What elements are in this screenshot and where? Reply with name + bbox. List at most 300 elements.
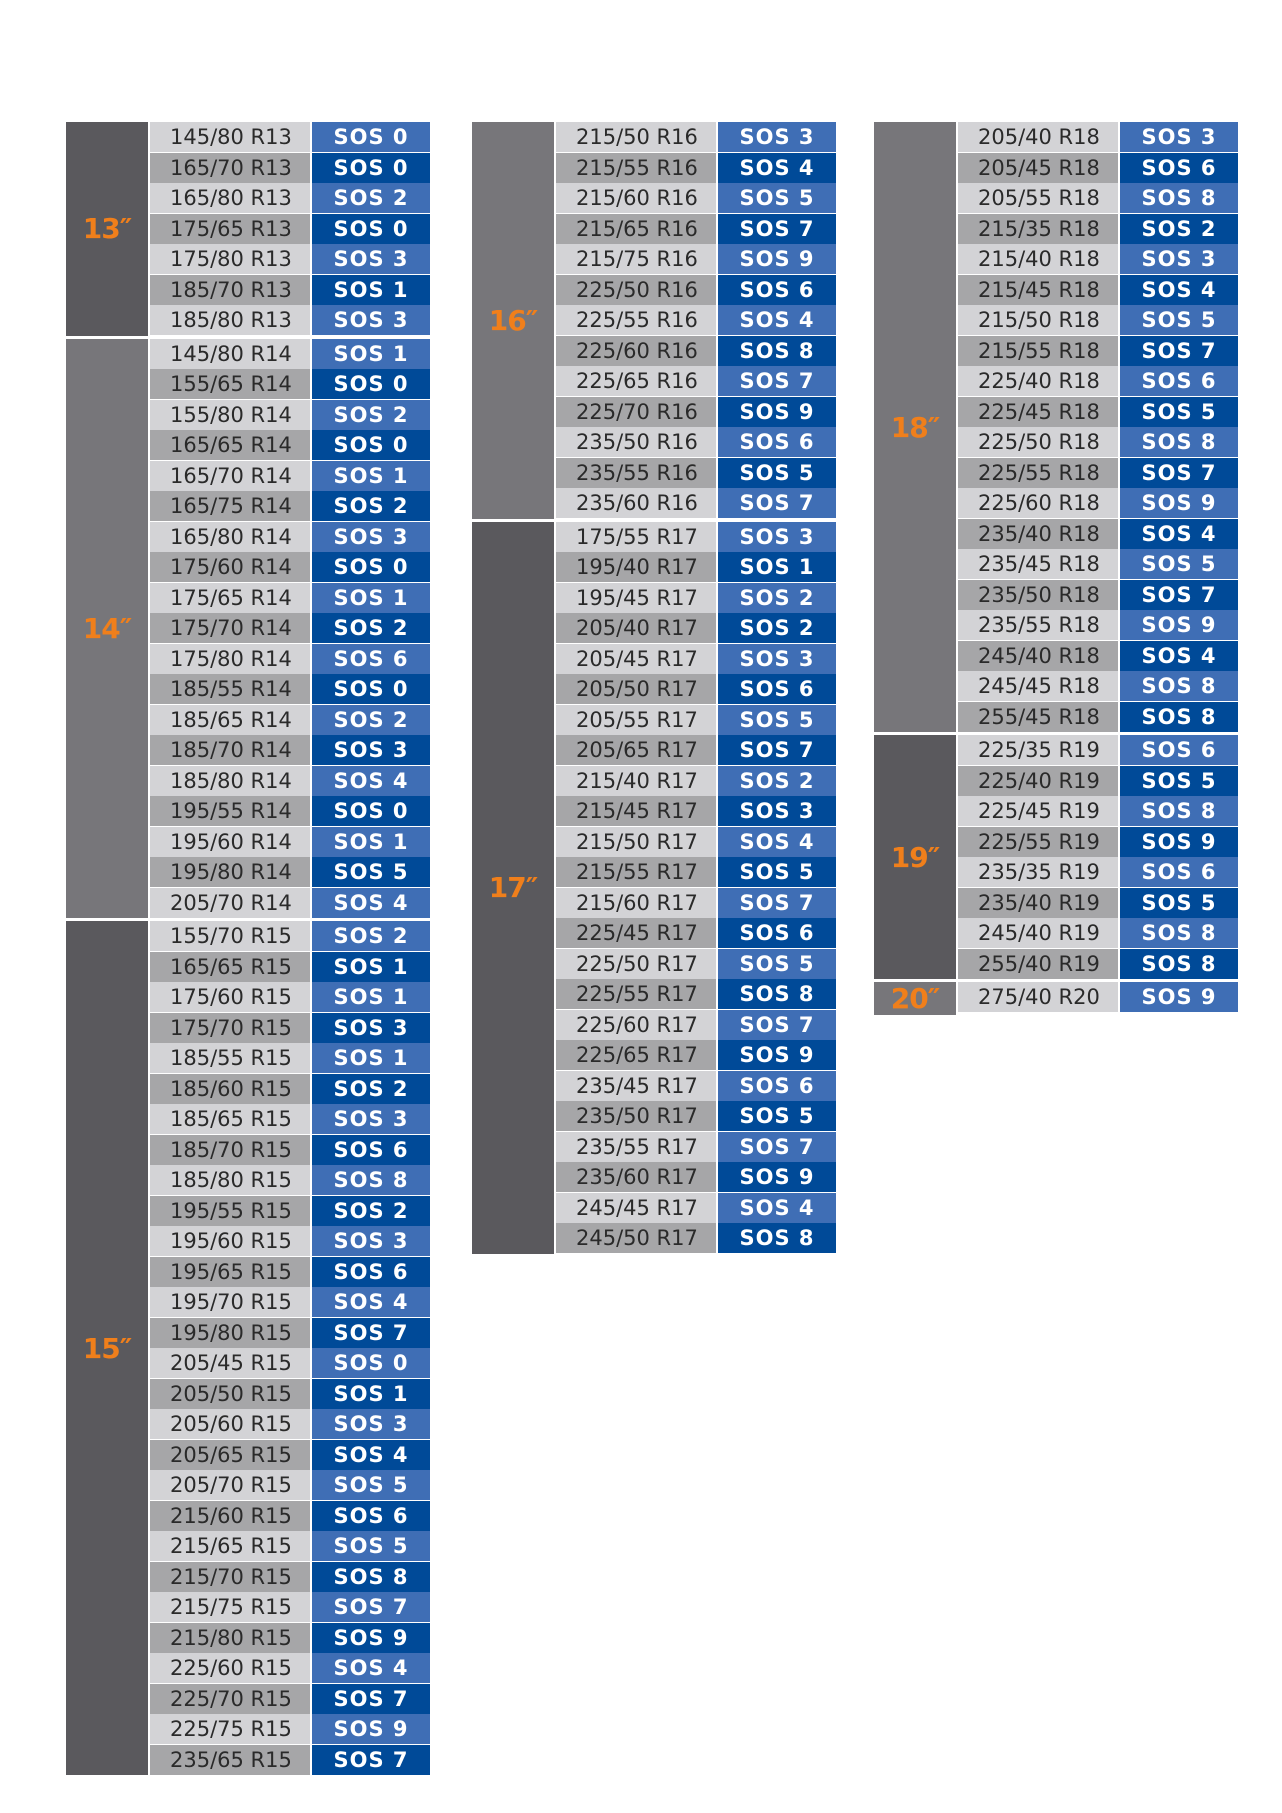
table-row xyxy=(150,1592,430,1622)
tire-size-cell: 195/80 R14 xyxy=(150,857,310,887)
table-row xyxy=(958,427,1238,457)
table-row xyxy=(150,552,430,582)
table-row xyxy=(958,827,1238,857)
sos-model-cell: SOS 8 xyxy=(312,1165,430,1195)
tire-size-cell: 185/55 R14 xyxy=(150,674,310,704)
sos-model-cell: SOS 0 xyxy=(312,153,430,183)
table-row xyxy=(150,522,430,552)
sos-model-cell: SOS 0 xyxy=(312,796,430,826)
sos-model-cell: SOS 4 xyxy=(718,305,836,335)
tire-size-cell: 185/70 R15 xyxy=(150,1135,310,1165)
table-row xyxy=(958,982,1238,1012)
table-row xyxy=(958,244,1238,274)
tire-size-cell: 225/55 R18 xyxy=(958,458,1118,488)
table-row xyxy=(150,214,430,244)
sos-model-cell: SOS 5 xyxy=(1120,305,1238,335)
sos-model-cell: SOS 8 xyxy=(718,1223,836,1253)
table-row xyxy=(958,305,1238,335)
table-row xyxy=(556,214,836,244)
table-row xyxy=(556,275,836,305)
sos-model-cell: SOS 0 xyxy=(312,674,430,704)
tire-size-cell: 215/65 R16 xyxy=(556,214,716,244)
table-row xyxy=(958,366,1238,396)
tire-size-cell: 205/65 R15 xyxy=(150,1440,310,1470)
table-row xyxy=(958,610,1238,640)
table-row xyxy=(150,153,430,183)
table-row xyxy=(556,336,836,366)
sos-model-cell: SOS 7 xyxy=(718,366,836,396)
sos-model-cell: SOS 4 xyxy=(312,1653,430,1683)
tire-size-cell: 215/35 R18 xyxy=(958,214,1118,244)
table-row xyxy=(556,644,836,674)
table-row xyxy=(556,1193,836,1223)
table-row xyxy=(150,1013,430,1043)
tire-size-cell: 225/70 R15 xyxy=(150,1684,310,1714)
table-row xyxy=(150,1684,430,1714)
table-row xyxy=(958,702,1238,732)
tire-size-cell: 185/70 R13 xyxy=(150,275,310,305)
tire-size-cell: 165/70 R13 xyxy=(150,153,310,183)
rim-group xyxy=(472,522,836,1254)
sos-model-cell: SOS 3 xyxy=(718,122,836,152)
sos-model-cell: SOS 9 xyxy=(312,1623,430,1653)
rim-group xyxy=(66,921,430,1775)
sos-model-cell: SOS 7 xyxy=(312,1684,430,1714)
sos-model-cell: SOS 8 xyxy=(1120,427,1238,457)
tire-size-cell: 215/50 R17 xyxy=(556,827,716,857)
tire-size-cell: 205/40 R18 xyxy=(958,122,1118,152)
sos-model-cell: SOS 6 xyxy=(312,1135,430,1165)
table-row xyxy=(150,430,430,460)
table-row xyxy=(556,1132,836,1162)
tire-size-cell: 225/45 R17 xyxy=(556,918,716,948)
sos-model-cell: SOS 4 xyxy=(718,827,836,857)
table-row xyxy=(556,183,836,213)
table-row xyxy=(150,1104,430,1134)
table-row xyxy=(556,674,836,704)
sos-model-cell: SOS 2 xyxy=(1120,214,1238,244)
tire-size-cell: 215/75 R15 xyxy=(150,1592,310,1622)
table-row xyxy=(150,244,430,274)
sos-model-cell: SOS 9 xyxy=(1120,488,1238,518)
table-row xyxy=(556,122,836,152)
sos-model-cell: SOS 1 xyxy=(312,275,430,305)
rim-size-label: 15″ xyxy=(66,921,148,1775)
tire-size-cell: 195/40 R17 xyxy=(556,552,716,582)
tire-size-cell: 225/45 R19 xyxy=(958,796,1118,826)
tire-size-cell: 185/70 R14 xyxy=(150,735,310,765)
tire-size-cell: 175/55 R17 xyxy=(556,522,716,552)
table-row xyxy=(150,183,430,213)
rim-size-label: 14″ xyxy=(66,339,148,919)
table-row xyxy=(556,613,836,643)
tire-size-cell: 165/70 R14 xyxy=(150,461,310,491)
tire-size-cell: 165/65 R15 xyxy=(150,952,310,982)
sos-model-cell: SOS 0 xyxy=(312,1348,430,1378)
rim-group xyxy=(472,122,836,519)
tire-size-cell: 195/60 R15 xyxy=(150,1226,310,1256)
sos-model-cell: SOS 5 xyxy=(718,705,836,735)
tire-size-cell: 185/80 R15 xyxy=(150,1165,310,1195)
table-row xyxy=(958,488,1238,518)
table-row xyxy=(150,766,430,796)
sos-model-cell: SOS 2 xyxy=(312,705,430,735)
table-row xyxy=(150,1257,430,1287)
sos-model-cell: SOS 4 xyxy=(1120,519,1238,549)
tire-size-cell: 235/35 R19 xyxy=(958,857,1118,887)
table-row xyxy=(150,888,430,918)
tire-size-cell: 225/60 R16 xyxy=(556,336,716,366)
sos-model-cell: SOS 0 xyxy=(312,214,430,244)
sos-model-cell: SOS 2 xyxy=(312,921,430,951)
table-row xyxy=(556,1071,836,1101)
sos-model-cell: SOS 5 xyxy=(718,458,836,488)
sos-model-cell: SOS 4 xyxy=(1120,275,1238,305)
sos-model-cell: SOS 5 xyxy=(312,1531,430,1561)
table-row xyxy=(958,214,1238,244)
sos-model-cell: SOS 1 xyxy=(312,339,430,369)
sos-model-cell: SOS 1 xyxy=(312,1379,430,1409)
tire-size-cell: 235/55 R16 xyxy=(556,458,716,488)
tire-size-cell: 235/40 R18 xyxy=(958,519,1118,549)
tire-size-cell: 195/45 R17 xyxy=(556,583,716,613)
table-row xyxy=(556,305,836,335)
sos-model-cell: SOS 9 xyxy=(718,244,836,274)
table-row xyxy=(556,153,836,183)
sos-model-cell: SOS 8 xyxy=(1120,183,1238,213)
table-row xyxy=(958,888,1238,918)
tire-size-cell: 235/60 R17 xyxy=(556,1162,716,1192)
table-row xyxy=(150,369,430,399)
rim-size-label: 18″ xyxy=(874,122,956,732)
tire-size-cell: 195/65 R15 xyxy=(150,1257,310,1287)
sos-model-cell: SOS 5 xyxy=(1120,397,1238,427)
rim-group-rows xyxy=(150,122,430,336)
tire-size-cell: 205/45 R17 xyxy=(556,644,716,674)
table-row xyxy=(150,1379,430,1409)
table-row xyxy=(150,1714,430,1744)
sos-model-cell: SOS 7 xyxy=(718,214,836,244)
sos-model-cell: SOS 3 xyxy=(312,305,430,335)
sos-model-cell: SOS 7 xyxy=(718,1132,836,1162)
table-row xyxy=(150,1074,430,1104)
sos-model-cell: SOS 3 xyxy=(718,644,836,674)
tire-size-cell: 255/45 R18 xyxy=(958,702,1118,732)
tire-size-cell: 235/40 R19 xyxy=(958,888,1118,918)
table-row xyxy=(556,705,836,735)
table-row xyxy=(556,488,836,518)
table-row xyxy=(958,183,1238,213)
tire-size-cell: 205/55 R18 xyxy=(958,183,1118,213)
sos-model-cell: SOS 8 xyxy=(1120,671,1238,701)
tire-size-cell: 215/45 R17 xyxy=(556,796,716,826)
tire-size-cell: 225/55 R16 xyxy=(556,305,716,335)
sos-model-cell: SOS 6 xyxy=(718,674,836,704)
tire-size-cell: 205/50 R17 xyxy=(556,674,716,704)
table-row xyxy=(150,827,430,857)
tire-size-cell: 235/55 R17 xyxy=(556,1132,716,1162)
table-row xyxy=(150,1440,430,1470)
tire-size-cell: 175/60 R14 xyxy=(150,552,310,582)
sos-model-cell: SOS 9 xyxy=(1120,610,1238,640)
tire-size-cell: 225/55 R19 xyxy=(958,827,1118,857)
sos-model-cell: SOS 6 xyxy=(718,918,836,948)
tire-size-cell: 245/40 R19 xyxy=(958,918,1118,948)
tire-size-cell: 225/65 R16 xyxy=(556,366,716,396)
tire-size-cell: 155/65 R14 xyxy=(150,369,310,399)
tire-size-cell: 235/45 R17 xyxy=(556,1071,716,1101)
table-row xyxy=(958,336,1238,366)
table-row xyxy=(556,552,836,582)
table-row xyxy=(556,458,836,488)
table-row xyxy=(556,918,836,948)
table-row xyxy=(150,1623,430,1653)
tire-size-cell: 195/70 R15 xyxy=(150,1287,310,1317)
table-row xyxy=(556,979,836,1009)
sos-model-cell: SOS 8 xyxy=(1120,702,1238,732)
sos-model-cell: SOS 7 xyxy=(718,888,836,918)
rim-group-rows xyxy=(958,735,1238,979)
rim-group-rows xyxy=(556,122,836,519)
table-row xyxy=(150,491,430,521)
sos-model-cell: SOS 4 xyxy=(718,153,836,183)
sos-model-cell: SOS 5 xyxy=(718,183,836,213)
tire-size-cell: 215/60 R17 xyxy=(556,888,716,918)
tire-size-cell: 165/80 R13 xyxy=(150,183,310,213)
table-row xyxy=(150,674,430,704)
table-row xyxy=(556,827,836,857)
sos-model-cell: SOS 7 xyxy=(1120,458,1238,488)
sos-model-cell: SOS 3 xyxy=(312,735,430,765)
table-row xyxy=(150,1409,430,1439)
sos-model-cell: SOS 7 xyxy=(312,1745,430,1775)
sos-model-cell: SOS 8 xyxy=(718,336,836,366)
tire-size-cell: 225/35 R19 xyxy=(958,735,1118,765)
sos-model-cell: SOS 3 xyxy=(312,1013,430,1043)
tire-size-cell: 235/65 R15 xyxy=(150,1745,310,1775)
tire-size-cell: 215/80 R15 xyxy=(150,1623,310,1653)
column-1 xyxy=(66,122,430,1775)
table-row xyxy=(150,1135,430,1165)
tire-size-cell: 215/55 R16 xyxy=(556,153,716,183)
tire-size-cell: 205/45 R15 xyxy=(150,1348,310,1378)
tire-size-cell: 175/70 R15 xyxy=(150,1013,310,1043)
table-row xyxy=(556,583,836,613)
table-row xyxy=(958,549,1238,579)
sos-model-cell: SOS 9 xyxy=(718,1162,836,1192)
tire-size-cell: 215/45 R18 xyxy=(958,275,1118,305)
sos-model-cell: SOS 2 xyxy=(312,1196,430,1226)
tire-size-cell: 195/60 R14 xyxy=(150,827,310,857)
sos-model-cell: SOS 3 xyxy=(312,522,430,552)
sos-model-cell: SOS 5 xyxy=(1120,766,1238,796)
tire-size-cell: 235/50 R16 xyxy=(556,427,716,457)
tire-size-cell: 195/80 R15 xyxy=(150,1318,310,1348)
column-2 xyxy=(472,122,836,1254)
table-row xyxy=(150,613,430,643)
tire-size-cell: 205/50 R15 xyxy=(150,1379,310,1409)
sos-model-cell: SOS 7 xyxy=(718,488,836,518)
sos-model-cell: SOS 5 xyxy=(718,1101,836,1131)
tire-size-cell: 215/65 R15 xyxy=(150,1531,310,1561)
sos-model-cell: SOS 9 xyxy=(312,1714,430,1744)
tire-size-cell: 215/60 R16 xyxy=(556,183,716,213)
sos-model-cell: SOS 5 xyxy=(1120,549,1238,579)
tire-size-cell: 225/60 R17 xyxy=(556,1010,716,1040)
sos-model-cell: SOS 8 xyxy=(312,1562,430,1592)
sos-model-cell: SOS 1 xyxy=(312,583,430,613)
table-row xyxy=(556,857,836,887)
sos-model-cell: SOS 2 xyxy=(312,1074,430,1104)
table-row xyxy=(150,952,430,982)
sos-model-cell: SOS 2 xyxy=(718,766,836,796)
rim-group xyxy=(874,982,1238,1015)
table-row xyxy=(150,1318,430,1348)
sos-model-cell: SOS 3 xyxy=(718,796,836,826)
rim-group-rows xyxy=(958,122,1238,732)
sos-model-cell: SOS 0 xyxy=(312,122,430,152)
table-row xyxy=(556,1162,836,1192)
sos-model-cell: SOS 2 xyxy=(312,183,430,213)
tire-size-cell: 225/45 R18 xyxy=(958,397,1118,427)
tire-size-cell: 175/65 R13 xyxy=(150,214,310,244)
sos-model-cell: SOS 1 xyxy=(312,461,430,491)
sos-model-cell: SOS 6 xyxy=(1120,153,1238,183)
sos-model-cell: SOS 3 xyxy=(1120,122,1238,152)
sos-model-cell: SOS 7 xyxy=(312,1592,430,1622)
sos-model-cell: SOS 7 xyxy=(312,1318,430,1348)
table-row xyxy=(556,366,836,396)
table-row xyxy=(150,796,430,826)
rim-size-label: 19″ xyxy=(874,735,956,979)
tire-size-cell: 175/80 R14 xyxy=(150,644,310,674)
table-row xyxy=(150,1196,430,1226)
rim-group xyxy=(874,735,1238,979)
table-row xyxy=(150,1531,430,1561)
sos-model-cell: SOS 2 xyxy=(718,613,836,643)
table-row xyxy=(150,1562,430,1592)
rim-size-label: 20″ xyxy=(874,982,956,1015)
sos-model-cell: SOS 5 xyxy=(312,857,430,887)
tire-size-cell: 205/55 R17 xyxy=(556,705,716,735)
tire-size-cell: 215/60 R15 xyxy=(150,1501,310,1531)
table-row xyxy=(556,1223,836,1253)
tire-size-cell: 155/70 R15 xyxy=(150,921,310,951)
tire-size-cell: 165/75 R14 xyxy=(150,491,310,521)
sos-model-cell: SOS 9 xyxy=(718,397,836,427)
table-row xyxy=(150,1653,430,1683)
table-row xyxy=(150,1470,430,1500)
tire-size-cell: 205/70 R15 xyxy=(150,1470,310,1500)
table-row xyxy=(150,705,430,735)
tire-size-cell: 145/80 R14 xyxy=(150,339,310,369)
tire-size-cell: 215/70 R15 xyxy=(150,1562,310,1592)
sos-model-cell: SOS 4 xyxy=(718,1193,836,1223)
tire-size-cell: 175/70 R14 xyxy=(150,613,310,643)
tire-size-cell: 145/80 R13 xyxy=(150,122,310,152)
sos-model-cell: SOS 3 xyxy=(1120,244,1238,274)
tire-size-cell: 195/55 R15 xyxy=(150,1196,310,1226)
table-row xyxy=(150,921,430,951)
table-row xyxy=(958,857,1238,887)
sos-model-cell: SOS 5 xyxy=(718,857,836,887)
table-row xyxy=(556,796,836,826)
table-row xyxy=(958,397,1238,427)
tire-size-cell: 175/65 R14 xyxy=(150,583,310,613)
table-row xyxy=(150,1165,430,1195)
sos-model-cell: SOS 2 xyxy=(312,400,430,430)
column-3 xyxy=(874,122,1238,1015)
tire-size-cell: 195/55 R14 xyxy=(150,796,310,826)
table-row xyxy=(556,949,836,979)
rim-group xyxy=(874,122,1238,732)
table-row xyxy=(556,397,836,427)
table-row xyxy=(556,766,836,796)
sos-model-cell: SOS 2 xyxy=(312,613,430,643)
table-row xyxy=(958,519,1238,549)
sos-model-cell: SOS 5 xyxy=(1120,888,1238,918)
sos-model-cell: SOS 2 xyxy=(312,491,430,521)
table-row xyxy=(150,982,430,1012)
sos-model-cell: SOS 3 xyxy=(718,522,836,552)
table-row xyxy=(958,766,1238,796)
tire-size-cell: 205/40 R17 xyxy=(556,613,716,643)
sos-model-cell: SOS 6 xyxy=(1120,366,1238,396)
table-row xyxy=(150,400,430,430)
table-row xyxy=(958,735,1238,765)
sos-model-cell: SOS 4 xyxy=(312,766,430,796)
rim-size-label: 17″ xyxy=(472,522,554,1254)
table-row xyxy=(556,522,836,552)
tire-size-cell: 235/45 R18 xyxy=(958,549,1118,579)
sos-model-cell: SOS 6 xyxy=(1120,735,1238,765)
sos-model-cell: SOS 1 xyxy=(312,952,430,982)
sos-model-cell: SOS 6 xyxy=(312,644,430,674)
sos-model-cell: SOS 0 xyxy=(312,369,430,399)
sos-model-cell: SOS 7 xyxy=(718,1010,836,1040)
tire-size-cell: 215/50 R18 xyxy=(958,305,1118,335)
table-row xyxy=(958,122,1238,152)
sos-model-cell: SOS 5 xyxy=(312,1470,430,1500)
table-row xyxy=(958,641,1238,671)
rim-size-label: 13″ xyxy=(66,122,148,336)
table-row xyxy=(556,1101,836,1131)
table-row xyxy=(958,918,1238,948)
sos-model-cell: SOS 3 xyxy=(312,1409,430,1439)
tire-size-cell: 175/80 R13 xyxy=(150,244,310,274)
tire-size-cell: 225/40 R19 xyxy=(958,766,1118,796)
sos-model-cell: SOS 6 xyxy=(718,1071,836,1101)
tire-size-cell: 225/40 R18 xyxy=(958,366,1118,396)
tire-size-cell: 275/40 R20 xyxy=(958,982,1118,1012)
tire-size-cell: 215/40 R17 xyxy=(556,766,716,796)
table-row xyxy=(150,857,430,887)
tire-size-cell: 155/80 R14 xyxy=(150,400,310,430)
tire-size-cell: 185/65 R15 xyxy=(150,1104,310,1134)
sos-model-cell: SOS 5 xyxy=(718,949,836,979)
sos-model-cell: SOS 0 xyxy=(312,430,430,460)
sos-model-cell: SOS 8 xyxy=(1120,918,1238,948)
tire-size-cell: 185/65 R14 xyxy=(150,705,310,735)
tire-size-cell: 215/40 R18 xyxy=(958,244,1118,274)
table-row xyxy=(556,427,836,457)
rim-size-label: 16″ xyxy=(472,122,554,519)
table-row xyxy=(150,1226,430,1256)
rim-group-rows xyxy=(150,339,430,919)
rim-group xyxy=(66,122,430,336)
table-row xyxy=(958,153,1238,183)
tire-size-cell: 225/50 R18 xyxy=(958,427,1118,457)
